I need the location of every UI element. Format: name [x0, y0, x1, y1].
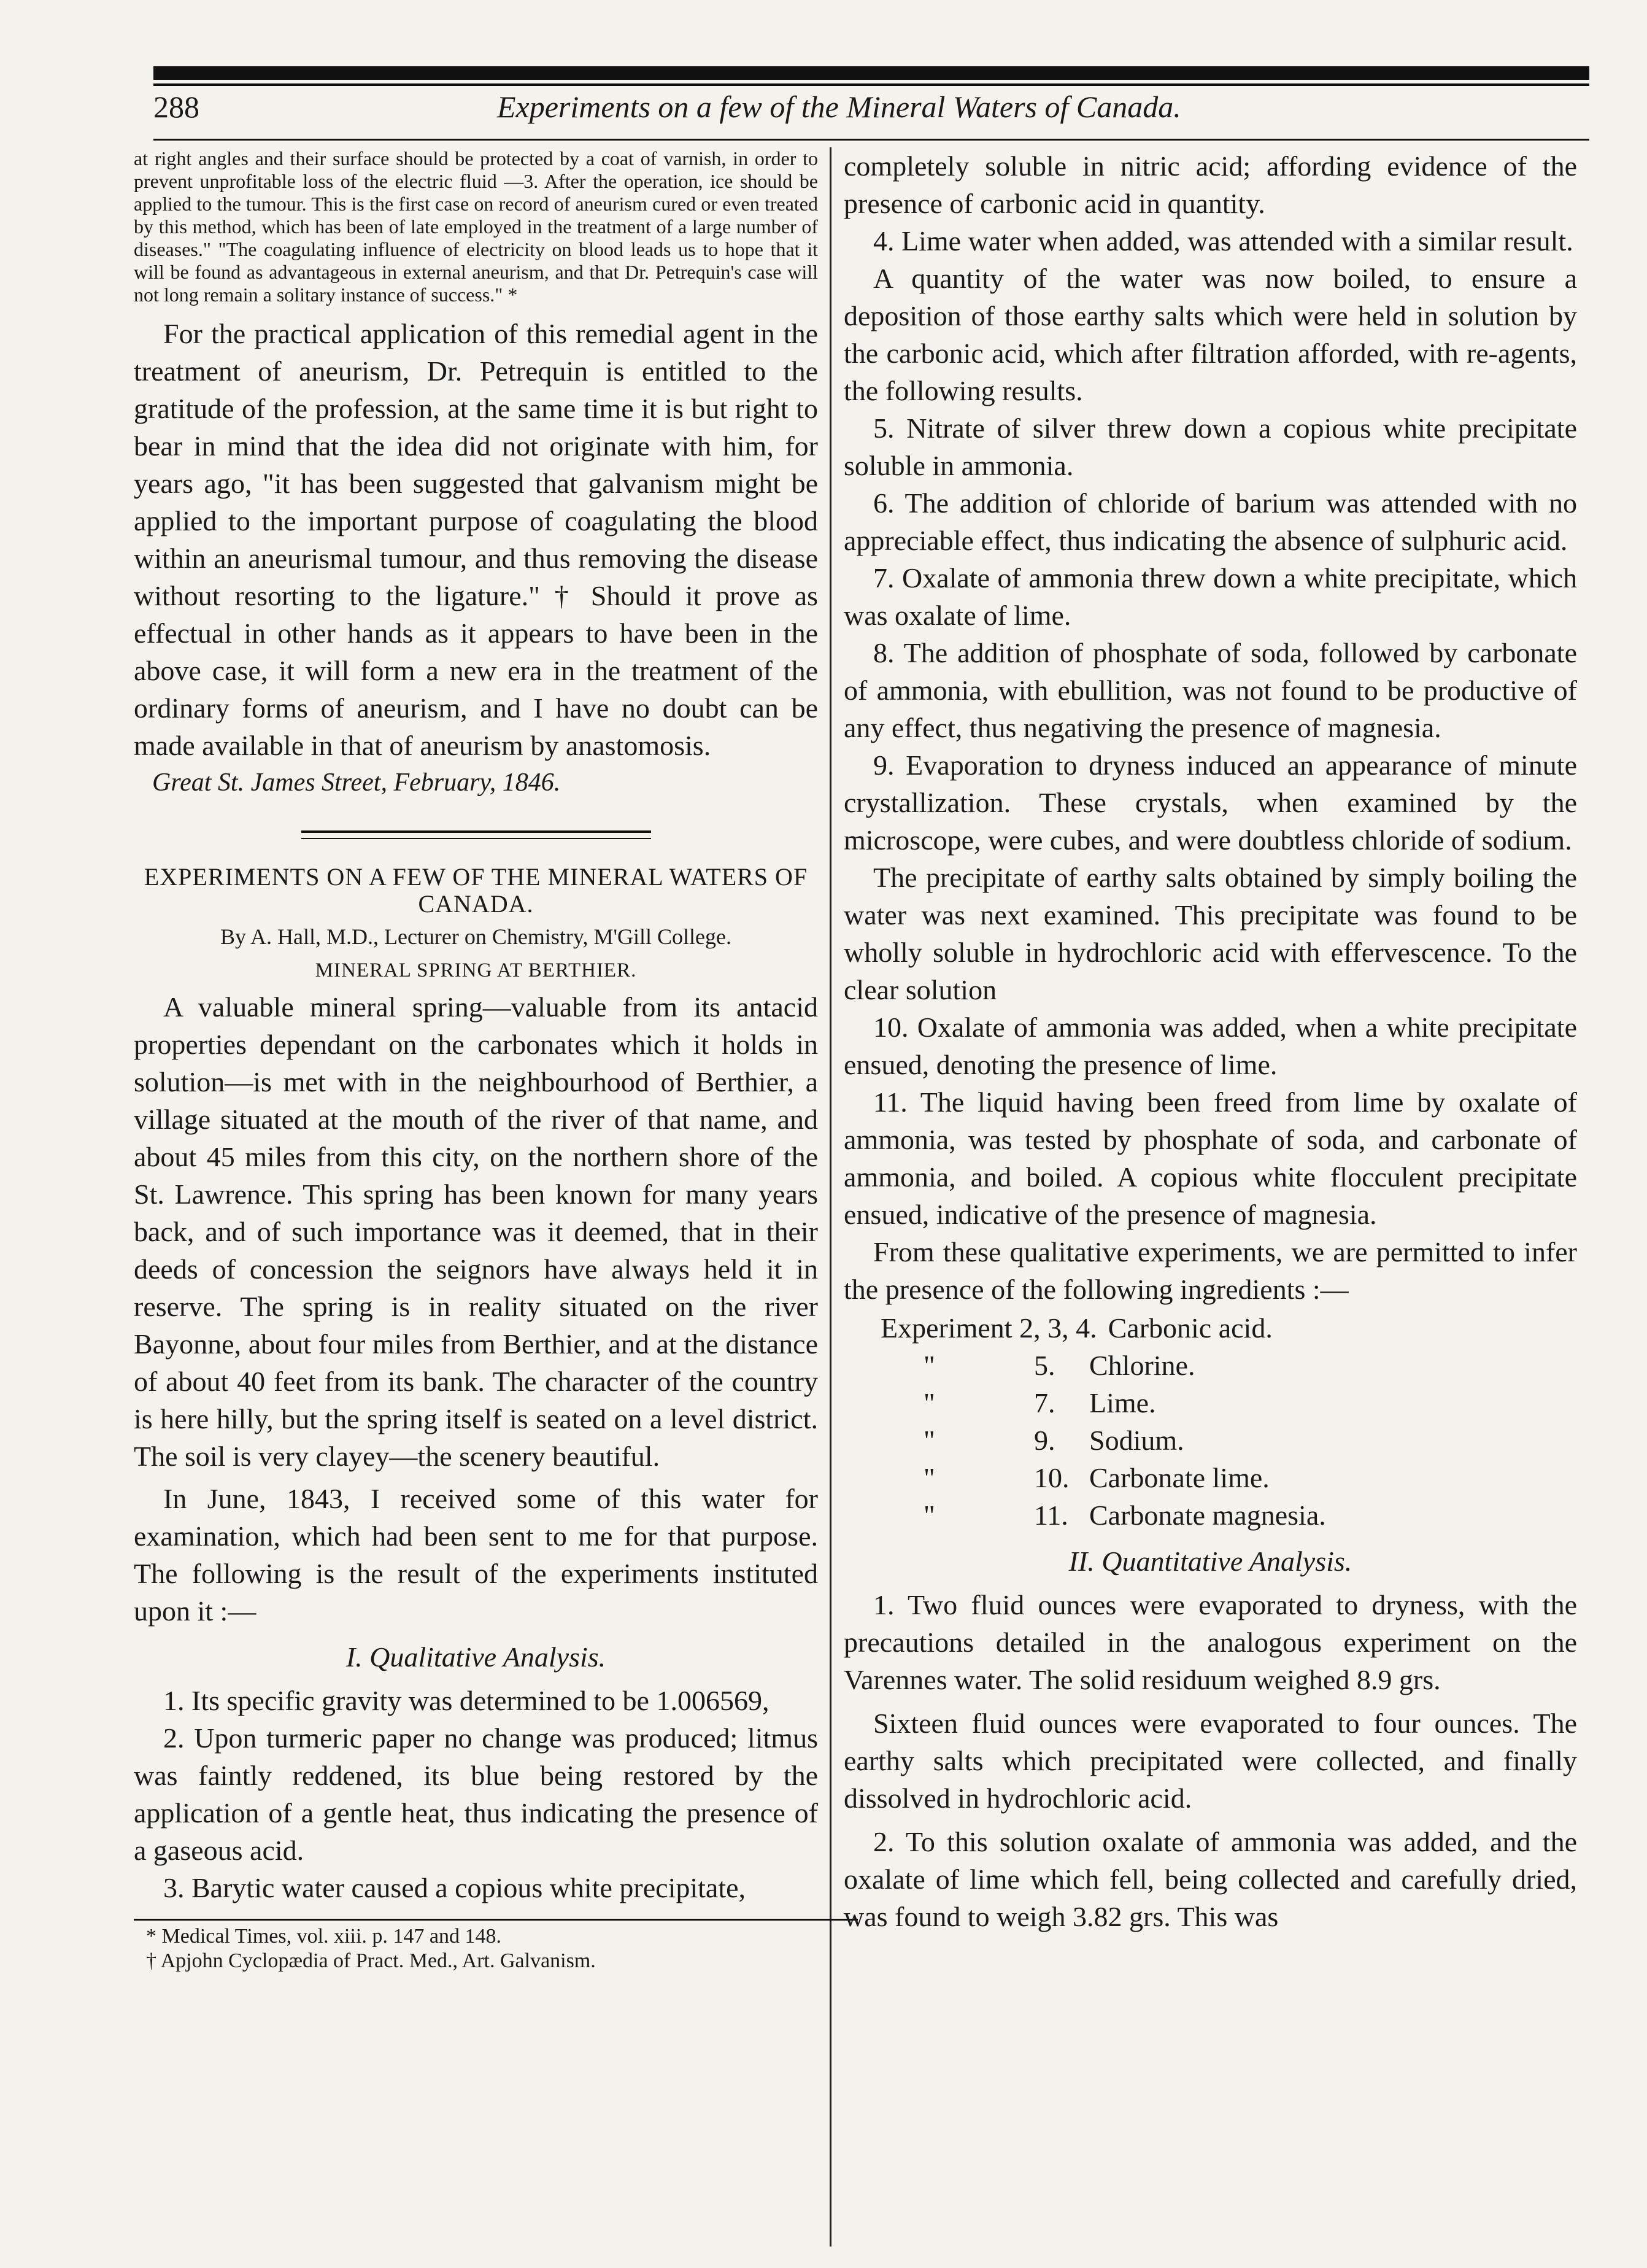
- ingredient-num: 10.: [1034, 1462, 1070, 1493]
- ingredients-list: [881, 1309, 1577, 1534]
- numbered-item: 8. The addition of phosphate of soda, followed by carbonate of ammonia, with ebullition, was not found to be productive of any effect, thus negativing the presence of magnesia.: [844, 637, 1577, 743]
- numbered-item: 1. Two fluid ounces were evaporated to dryness, with the precautions detailed in the analogous experiment on the Varennes water. The solid residuum weighed 8.9 grs.: [844, 1589, 1577, 1695]
- numbered-item: 9. Evaporation to dryness induced an appearance of minute crystallization. These crystals, when examined by the microscope, were cubes, and were doubtless chloride of sodium.: [844, 749, 1577, 856]
- ingredient-ref: ": [924, 1387, 935, 1418]
- ingredient-row: [881, 1459, 1577, 1496]
- ingredient-name: Carbonate lime.: [1089, 1462, 1270, 1493]
- paragraph: completely soluble in nitric acid; affording evidence of the presence of carbonic acid in quantity.: [844, 150, 1577, 219]
- ingredient-name: Lime.: [1089, 1387, 1156, 1418]
- ingredient-ref: ": [924, 1462, 935, 1493]
- ingredient-ref: ": [924, 1350, 935, 1381]
- running-title: Experiments on a few of the Mineral Waters of Canada.: [497, 90, 1181, 124]
- paragraph: A valuable mineral spring—valuable from its antacid properties dependant on the carbonates which it holds in solution—is met with in the neighbourhood of Berthier, a village situated at the mouth of the river of that name, and about 45 miles from this city, on the northern shore of the St. Lawrence. This spring has been known for many years back, and of such importance was it deemed, that in their deeds of concession the seignors have always held it in reserve. The spring is in reality situated on the river Bayonne, about four miles from Berthier, and at the distance of about 40 feet from its bank. The character of the country is here hilly, but the spring itself is seated on a level district. The soil is very clayey—the scenery beautiful.: [134, 991, 818, 1472]
- top-border-thick: [153, 66, 1589, 80]
- numbered-item: 7. Oxalate of ammonia threw down a white precipitate, which was oxalate of lime.: [844, 562, 1577, 631]
- top-border-thin: [153, 83, 1589, 86]
- ingredient-num: 5.: [1034, 1350, 1055, 1381]
- article-title: EXPERIMENTS ON A FEW OF THE MINERAL WATERS OF CANADA.: [144, 863, 808, 918]
- subheading: MINERAL SPRING AT BERTHIER.: [315, 959, 637, 981]
- paragraph: In June, 1843, I received some of this water for examination, which had been sent to me for that purpose. The following is the result of the experiments instituted upon it :—: [134, 1483, 818, 1627]
- ingredient-num: 7.: [1034, 1387, 1055, 1418]
- ingredient-num: 9.: [1034, 1425, 1055, 1456]
- ingredient-row: [881, 1496, 1577, 1534]
- numbered-item: 2. Upon turmeric paper no change was produced; litmus was faintly reddened, its blue being restored by the application of a gentle heat, thus indicating the presence of a gaseous acid.: [134, 1722, 818, 1866]
- ingredient-name: Sodium.: [1089, 1425, 1184, 1456]
- section-divider: [301, 830, 651, 839]
- ingredient-name: Carbonate magnesia.: [1089, 1500, 1326, 1531]
- signature-line: Great St. James Street, February, 1846.: [152, 768, 561, 797]
- ingredient-ref: Experiment 2, 3, 4.: [881, 1312, 1097, 1344]
- ingredient-row: [881, 1309, 1577, 1347]
- footnote: † Apjohn Cyclopædia of Pract. Med., Art. Galvanism.: [146, 1949, 596, 1972]
- numbered-item: 11. The liquid having been freed from lime by oxalate of ammonia, was tested by phosphate of soda, and carbonate of ammonia, and boiled. A copious white flocculent precipitate ensued, indicative of the presence of magnesia.: [844, 1086, 1577, 1230]
- numbered-item: 5. Nitrate of silver threw down a copious white precipitate soluble in ammonia.: [844, 412, 1577, 481]
- numbered-item: 1. Its specific gravity was determined to be 1.006569,: [163, 1685, 770, 1716]
- ingredient-ref: ": [924, 1500, 935, 1531]
- ingredient-row: [881, 1384, 1577, 1422]
- paragraph: For the practical application of this remedial agent in the treatment of aneurism, Dr. Petrequin is entitled to the gratitude of the profession, at the same time it is but right to bear in mind that the idea did not originate with him, for years ago, "it has been suggested that galvanism might be applied to the important purpose of coagulating the blood within an aneurismal tumour, and thus removing the disease without resorting to the ligature." † Should it prove as effectual in other hands as it appears to have been in the above case, it will form a new era in the treatment of the ordinary forms of aneurism, and I have no doubt can be made available in that of aneurism by anastomosis.: [134, 318, 818, 761]
- ingredient-name: Carbonic acid.: [1108, 1312, 1273, 1344]
- paragraph: The precipitate of earthy salts obtained by simply boiling the water was next examined. This precipitate was found to be wholly soluble in hydrochloric acid with effervescence. To the clear solution: [844, 862, 1577, 1005]
- numbered-item: 10. Oxalate of ammonia was added, when a white precipitate ensued, denoting the presence of lime.: [844, 1012, 1577, 1080]
- article-byline: By A. Hall, M.D., Lecturer on Chemistry, M'Gill College.: [220, 924, 732, 949]
- numbered-item: 3. Barytic water caused a copious white precipitate,: [163, 1872, 746, 1903]
- section-heading: II. Quantitative Analysis.: [1068, 1546, 1352, 1577]
- page-number: 288: [153, 90, 199, 124]
- paragraph: Sixteen fluid ounces were evaporated to four ounces. The earthy salts which precipitated were collected, and finally dissolved in hydrochloric acid.: [844, 1708, 1577, 1814]
- footnote-rule: [134, 1919, 858, 1921]
- column-divider: [830, 147, 831, 2247]
- numbered-item: 2. To this solution oxalate of ammonia was added, and the oxalate of lime which fell, being collected and carefully dried, was found to weigh 3.82 grs. This was: [844, 1826, 1577, 1932]
- right-column: [844, 147, 1577, 1935]
- ingredient-ref: ": [924, 1425, 935, 1456]
- header-rule: [153, 139, 1589, 141]
- ingredient-row: [881, 1422, 1577, 1459]
- footnote: * Medical Times, vol. xiii. p. 147 and 148.: [146, 1925, 501, 1948]
- numbered-item: 4. Lime water when added, was attended with a similar result.: [873, 225, 1573, 257]
- ingredient-name: Chlorine.: [1089, 1350, 1195, 1381]
- left-column: [134, 147, 818, 1973]
- ingredient-row: [881, 1347, 1577, 1384]
- page-header: [153, 89, 1589, 132]
- paragraph: A quantity of the water was now boiled, to ensure a deposition of those earthy salts which were held in solution by the carbonic acid, which after filtration afforded, with re-agents, the following results.: [844, 263, 1577, 406]
- numbered-item: 6. The addition of chloride of barium was attended with no appreciable effect, thus indicating the absence of sulphuric acid.: [844, 487, 1577, 556]
- ingredient-num: 11.: [1034, 1500, 1068, 1531]
- section-heading: I. Qualitative Analysis.: [345, 1641, 606, 1673]
- continued-quotation: at right angles and their surface should be protected by a coat of varnish, in order to prevent unprofitable loss of the electric fluid —3. After the operation, ice should be applied to the tumour. This is the first case on record of aneurism cured or even treated by this method, which has been of late employed in the treatment of a large number of diseases." "The coagulating influence of electricity on blood leads us to hope that it will be found as advantageous in external aneurism, and that Dr. Petrequin's case will not long remain a solitary instance of success." *: [134, 147, 818, 306]
- paragraph: From these qualitative experiments, we are permitted to infer the presence of the following ingredients :—: [844, 1236, 1577, 1305]
